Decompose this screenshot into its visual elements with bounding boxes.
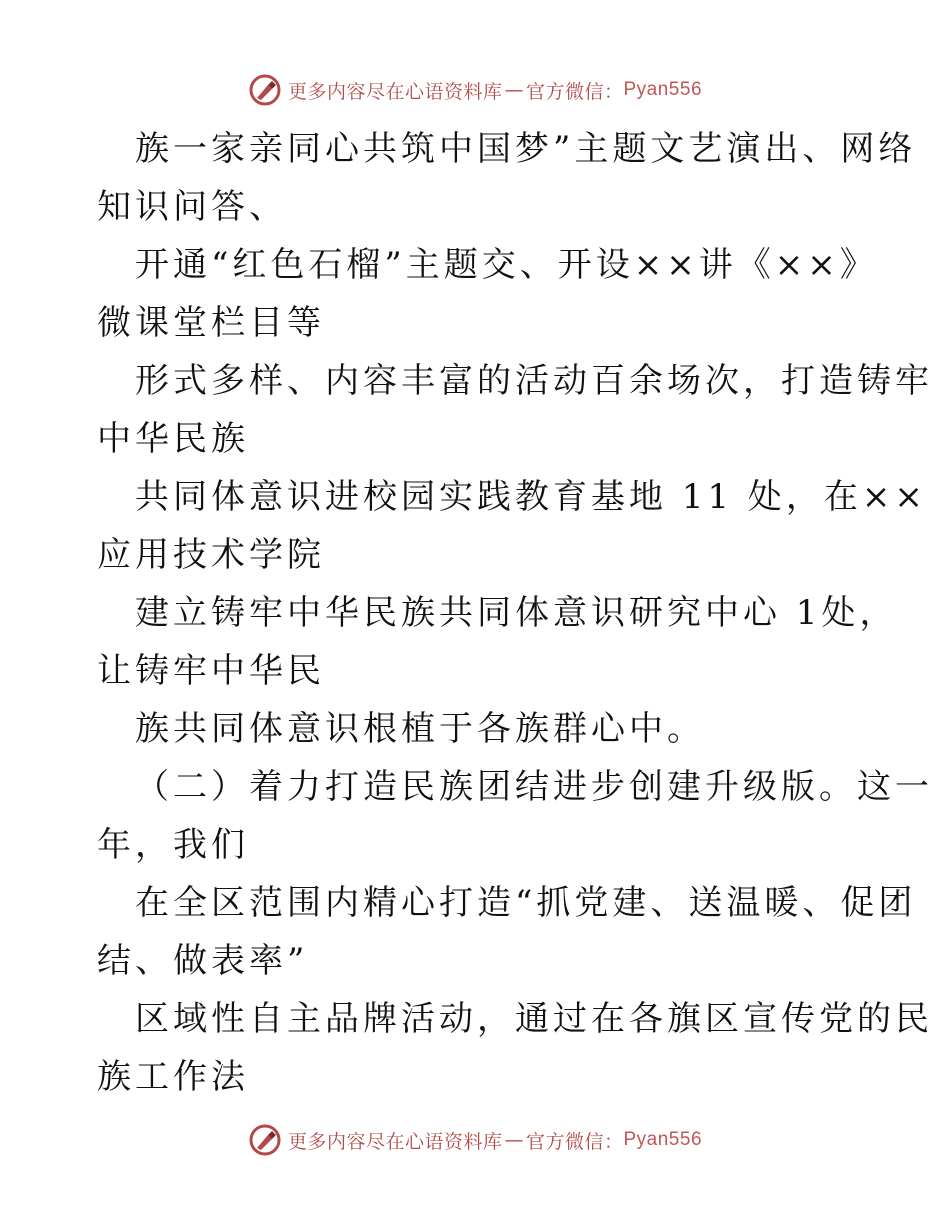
paragraph-3	[97, 352, 933, 468]
paragraph-line: 族共同体意识根植于各族群心中。	[135, 709, 705, 749]
paragraph-line: 中华民族	[97, 419, 249, 459]
watermark-separator: —	[504, 79, 524, 101]
watermark-wechat-label: 官方微信：	[525, 1130, 624, 1153]
paragraph-2	[97, 236, 878, 352]
paragraph-line: 区域性自主品牌活动，通过在各旗区宣传党的民	[135, 999, 933, 1039]
paragraph-5	[97, 584, 898, 700]
paragraph-line: 结、做表率”	[97, 941, 309, 981]
watermark-wechat-label: 官方微信：	[525, 80, 624, 103]
header-watermark	[0, 70, 950, 110]
paragraph-line: 建立铸牢中华民族共同体意识研究中心 1处，	[135, 593, 898, 633]
paragraph-6	[97, 700, 857, 758]
pen-nib-logo-icon	[248, 1123, 282, 1157]
paragraph-line: 应用技术学院	[97, 535, 325, 575]
watermark-brand: 更多内容尽在心语资料库	[287, 80, 503, 103]
paragraph-line: 形式多样、内容丰富的活动百余场次，打造铸牢	[135, 361, 933, 401]
paragraph-9	[97, 990, 933, 1106]
paragraph-line: 族工作法	[97, 1057, 249, 1097]
paragraph-line: 开通“红色石榴”主题交、开设××讲《××》	[135, 245, 878, 285]
paragraph-4	[97, 468, 927, 584]
watermark-wechat-id: Pyan556	[623, 79, 703, 100]
paragraph-1	[97, 120, 917, 236]
watermark-brand: 更多内容尽在心语资料库	[287, 1130, 503, 1153]
watermark-wechat-id: Pyan556	[623, 1129, 703, 1150]
paragraph-7	[97, 758, 933, 874]
paragraph-line: 在全区范围内精心打造“抓党建、送温暖、促团	[135, 883, 917, 923]
paragraph-line: 让铸牢中华民	[97, 651, 325, 691]
paragraph-line: 共同体意识进校园实践教育基地 11 处，在××	[135, 477, 927, 517]
paragraph-line: 知识问答、	[97, 187, 287, 227]
watermark-separator: —	[504, 1129, 524, 1151]
paragraph-line: （二）着力打造民族团结进步创建升级版。这一	[135, 767, 933, 807]
pen-nib-logo-icon	[248, 73, 282, 107]
paragraph-line: 年，我们	[97, 825, 249, 865]
paragraph-line: 族一家亲同心共筑中国梦”主题文艺演出、网络	[135, 129, 917, 169]
paragraph-line: 微课堂栏目等	[97, 303, 325, 343]
document-body	[97, 120, 933, 1106]
paragraph-8	[97, 874, 917, 990]
footer-watermark	[0, 1120, 950, 1160]
